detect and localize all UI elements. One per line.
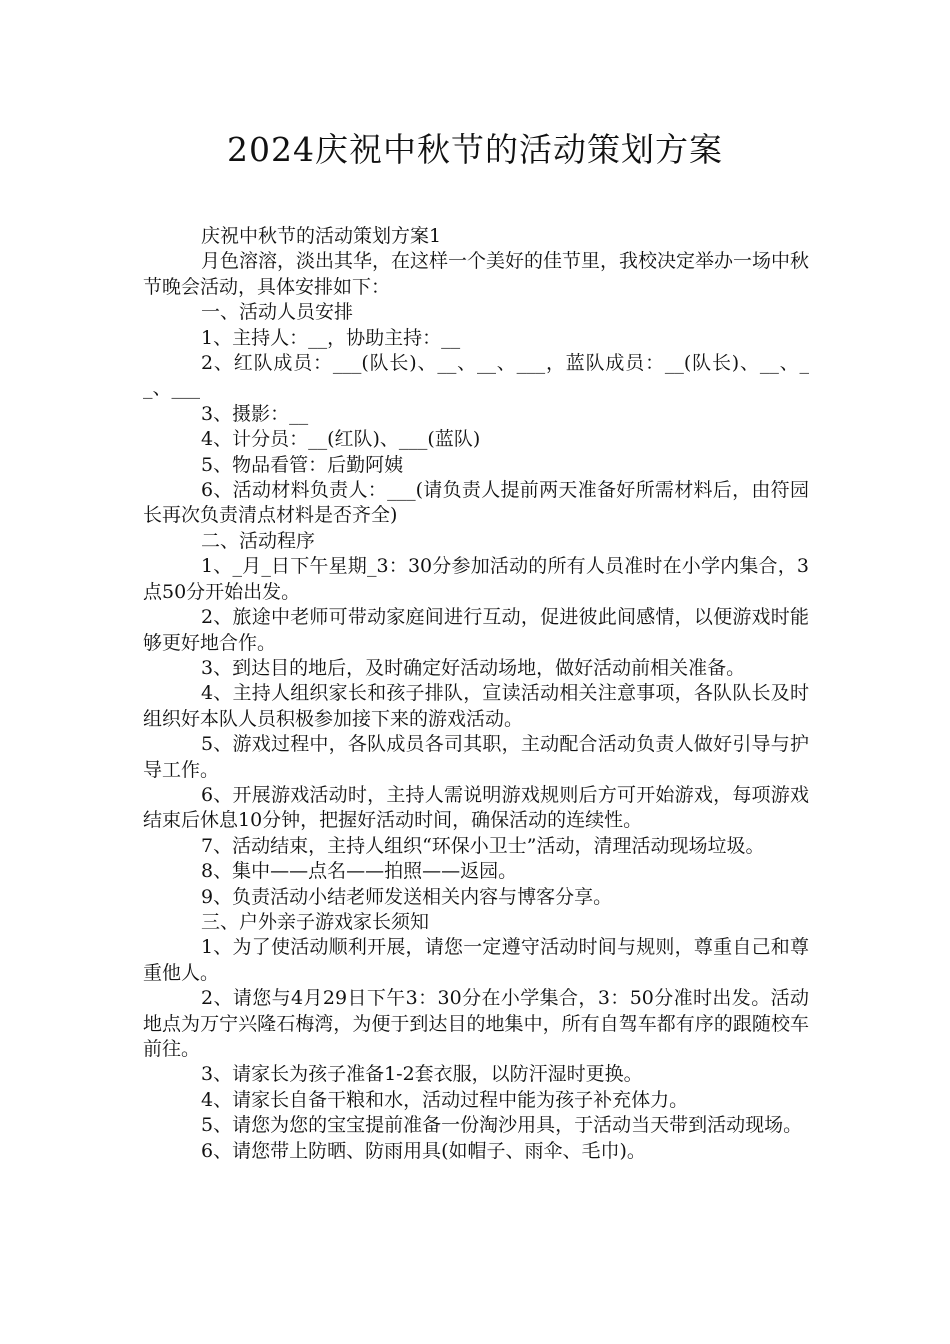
list-item: 1、主持人：__，协助主持：__	[201, 326, 461, 349]
document-title: 2024庆祝中秋节的活动策划方案	[227, 130, 723, 169]
list-item: 2、请您与4月29日下午3：30分在小学集合，3：50分准时出发。活动地点为万宁兴隆石梅湾，为便于到达目的地集中，所有自驾车都有序的跟随校车前往。	[143, 987, 809, 1060]
list-item: 5、物品看管：后勤阿姨	[201, 453, 404, 476]
list-item: 3、请家长为孩子准备1-2套衣服，以防汗湿时更换。	[201, 1063, 643, 1086]
list-item: 4、请家长自备干粮和水，活动过程中能为孩子补充体力。	[201, 1088, 689, 1111]
paragraph: 月色溶溶，淡出其华，在这样一个美好的佳节里，我校决定举办一场中秋节晚会活动，具体安排如下：	[143, 250, 810, 298]
list-item: 7、活动结束，主持人组织“环保小卫士”活动，清理活动现场垃圾。	[201, 834, 765, 857]
list-item: 1、为了使活动顺利开展，请您一定遵守活动时间与规则，尊重自己和尊重他人。	[143, 936, 809, 984]
list-item: 4、计分员：__(红队)、___(蓝队)	[201, 428, 481, 451]
list-item: 5、游戏过程中，各队成员各司其职，主动配合活动负责人做好引导与护导工作。	[143, 733, 809, 781]
list-item: 8、集中——点名——拍照——返园。	[201, 860, 518, 883]
list-item: 6、开展游戏活动时，主持人需说明游戏规则后方可开始游戏，每项游戏结束后休息10分钟，把握好活动时间，确保活动的连续性。	[143, 783, 809, 832]
section-heading: 三、户外亲子游戏家长须知	[201, 910, 430, 933]
list-item: 6、请您带上防晒、防雨用具(如帽子、雨伞、毛巾)。	[201, 1139, 646, 1162]
list-item: 3、到达目的地后，及时确定好活动场地，做好活动前相关准备。	[201, 656, 746, 679]
section-heading: 二、活动程序	[201, 529, 316, 552]
list-item: 9、负责活动小结老师发送相关内容与博客分享。	[201, 885, 613, 908]
list-item: 5、请您为您的宝宝提前准备一份淘沙用具，于活动当天带到活动现场。	[201, 1114, 803, 1137]
list-item: 6、活动材料负责人：___(请负责人提前两天准备好所需材料后，由符园长再次负责清点材料是否齐全)	[143, 479, 809, 527]
list-item: 3、摄影：__	[201, 402, 309, 425]
document-body	[143, 224, 809, 1164]
list-item: 4、主持人组织家长和孩子排队，宣读活动相关注意事项，各队队长及时组织好本队人员积极参加接下来的游戏活动。	[143, 682, 809, 730]
list-item: 2、旅途中老师可带动家庭间进行互动，促进彼此间感情，以便游戏时能够更好地合作。	[143, 606, 809, 654]
list-item: 2、红队成员：___(队长)、__、__、___，蓝队成员：__(队长)、__、__、___	[143, 352, 809, 400]
section-heading: 一、活动人员安排	[201, 301, 354, 324]
list-item: 1、_月_日下午星期_3：30分参加活动的所有人员准时在小学内集合，3点50分开始出发。	[143, 555, 809, 603]
section-heading: 庆祝中秋节的活动策划方案1	[201, 225, 442, 247]
